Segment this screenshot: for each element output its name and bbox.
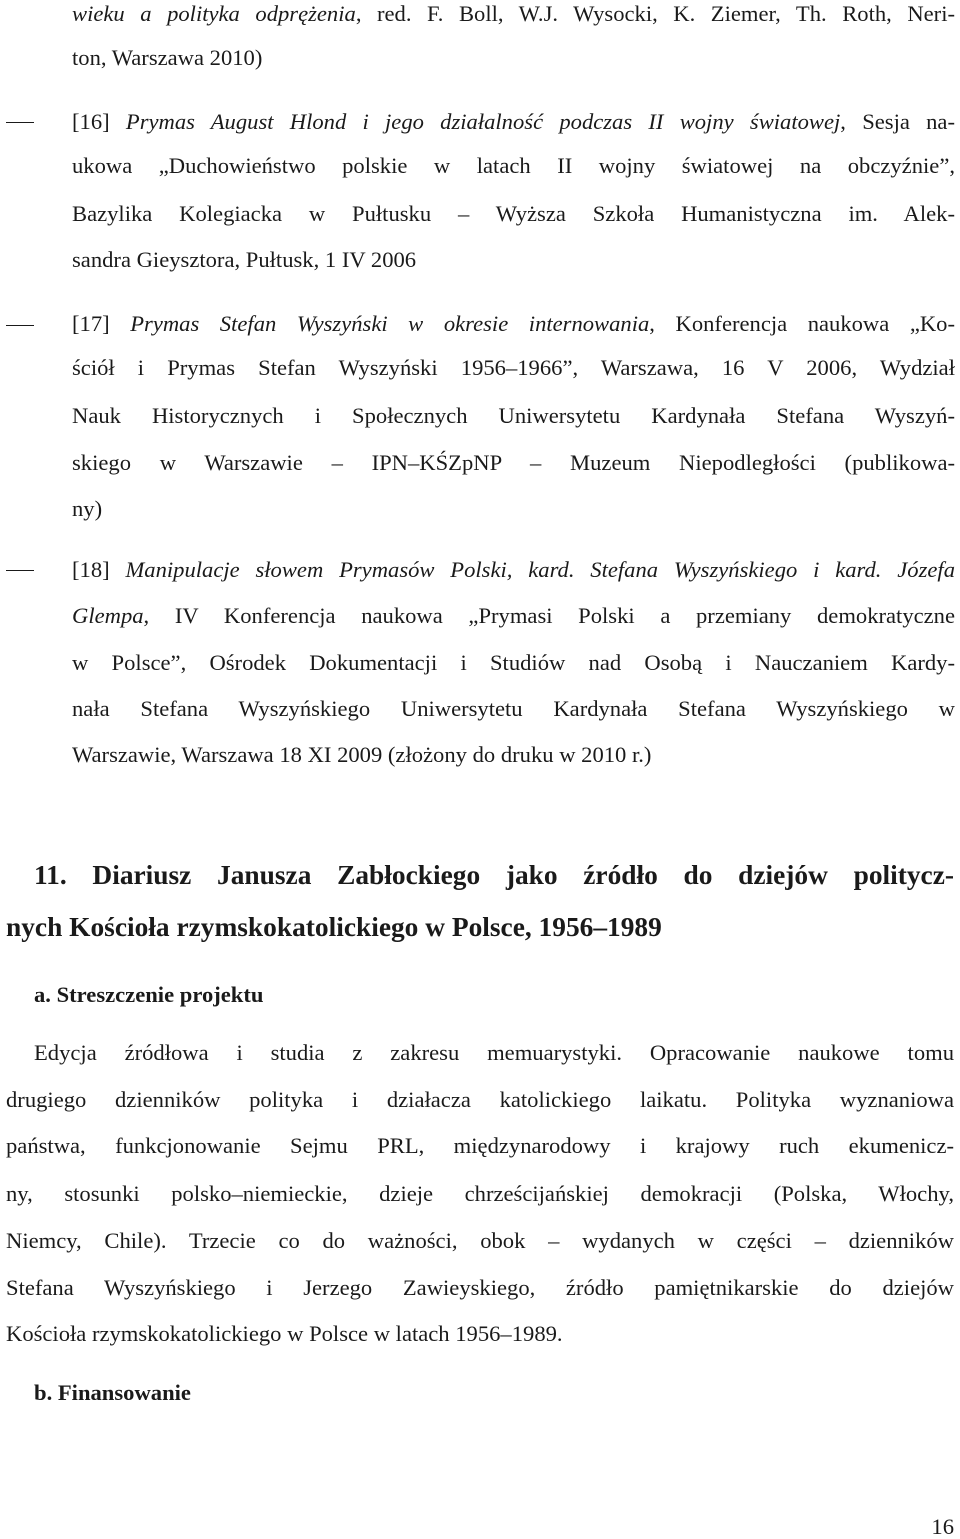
- entry-18-line-2: Glempa, IV Konferencja naukowa „Prymasi Polski a przemiany demokratyczne: [72, 603, 955, 628]
- entry-15-line-2: ton, Warszawa 2010): [72, 45, 263, 70]
- page-number: 16: [931, 1514, 954, 1539]
- subheading-funding: b. Finansowanie: [34, 1380, 191, 1405]
- summary-line-3: państwa, funkcjonowanie Sejmu PRL, międzynarodowy i krajowy ruch ekumenicz-: [6, 1133, 954, 1158]
- entry-18-line-1: [18] Manipulacje słowem Prymasów Polski, kard. Stefana Wyszyńskiego i kard. Józefa: [72, 557, 955, 582]
- list-dash: [6, 325, 34, 326]
- section-heading-line-1: 11. Diariusz Janusza Zabłockiego jako źródło do dziejów politycz-: [34, 860, 954, 890]
- entry-17-line-4: skiego w Warszawie – IPN–KŚZpNP – Muzeum Niepodległości (publikowa-: [72, 450, 955, 475]
- list-dash: [6, 570, 34, 571]
- entry-16-line-2: ukowa „Duchowieństwo polskie w latach II wojny światowej na obczyźnie”,: [72, 153, 955, 178]
- entry-17-line-3: Nauk Historycznych i Społecznych Uniwersytetu Kardynała Stefana Wyszyń-: [72, 403, 955, 428]
- entry-15-line-1: wieku a polityka odprężenia, red. F. Boll, W.J. Wysocki, K. Ziemer, Th. Roth, Neri-: [72, 1, 956, 26]
- summary-line-6: Stefana Wyszyńskiego i Jerzego Zawieyskiego, źródło pamiętnikarskie do dziejów: [6, 1275, 954, 1300]
- list-dash: [6, 122, 34, 123]
- entry-17-line-2: ściół i Prymas Stefan Wyszyński 1956–1966”, Warszawa, 16 V 2006, Wydział: [72, 355, 955, 380]
- summary-line-2: drugiego dzienników polityka i działacza katolickiego laikatu. Polityka wyznaniowa: [6, 1087, 954, 1112]
- entry-16-line-4: sandra Gieysztora, Pułtusk, 1 IV 2006: [72, 247, 417, 272]
- entry-16-line-3: Bazylika Kolegiacka w Pułtusku – Wyższa Szkoła Humanistyczna im. Alek-: [72, 201, 955, 226]
- summary-line-5: Niemcy, Chile). Trzecie co do ważności, obok – wydanych w części – dzienników: [6, 1228, 954, 1253]
- summary-line-4: ny, stosunki polsko–niemieckie, dzieje chrześcijańskiej demokracji (Polska, Włochy,: [6, 1181, 954, 1206]
- subheading-summary: a. Streszczenie projektu: [34, 982, 264, 1007]
- entry-18-line-5: Warszawie, Warszawa 18 XI 2009 (złożony do druku w 2010 r.): [72, 742, 652, 767]
- entry-17-line-5: ny): [72, 496, 103, 521]
- entry-17-line-1: [17] Prymas Stefan Wyszyński w okresie internowania, Konferencja naukowa „Ko-: [72, 311, 956, 336]
- summary-line-1: Edycja źródłowa i studia z zakresu memuarystyki. Opracowanie naukowe tomu: [34, 1040, 954, 1065]
- entry-18-line-4: nała Stefana Wyszyńskiego Uniwersytetu Kardynała Stefana Wyszyńskiego w: [72, 696, 955, 721]
- section-heading-line-2: nych Kościoła rzymskokatolickiego w Polsce, 1956–1989: [6, 912, 662, 942]
- entry-16-line-1: [16] Prymas August Hlond i jego działalność podczas II wojny światowej, Sesja na-: [72, 109, 955, 134]
- summary-line-7: Kościoła rzymskokatolickiego w Polsce w latach 1956–1989.: [6, 1321, 563, 1346]
- entry-18-line-3: w Polsce”, Ośrodek Dokumentacji i Studiów nad Osobą i Nauczaniem Kardy-: [72, 650, 955, 675]
